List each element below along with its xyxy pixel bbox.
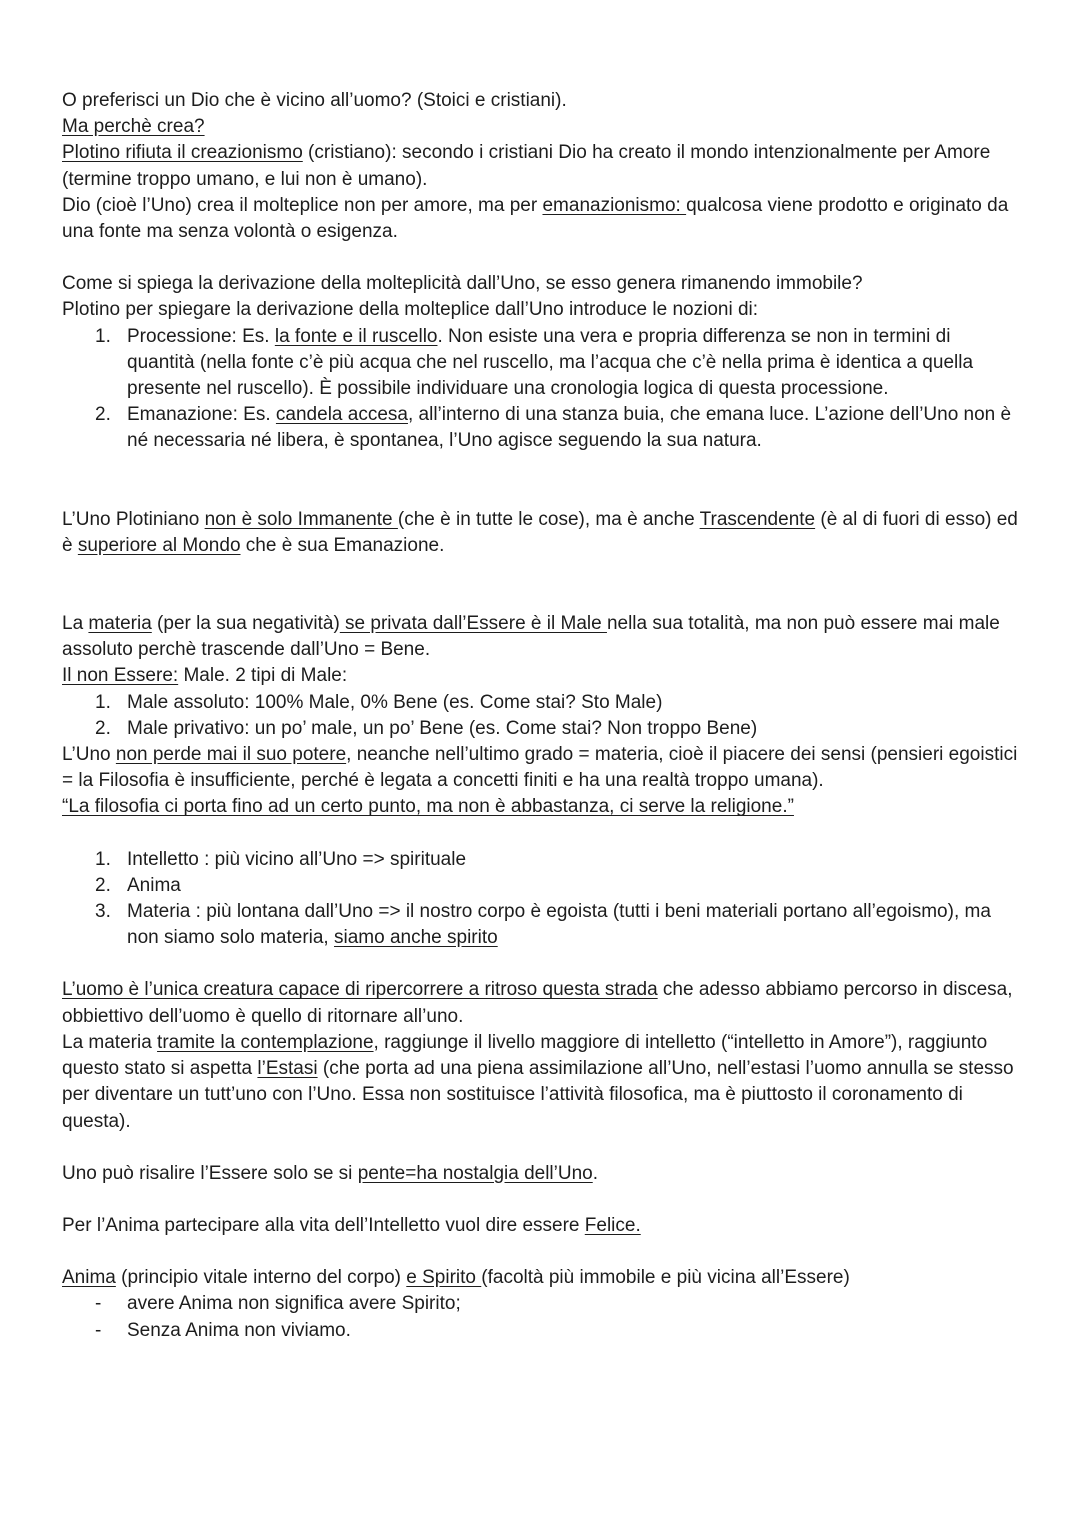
text-run: Dio (cioè l’Uno) crea il molteplice non per amore, ma per [62, 194, 543, 216]
numbered-item [62, 899, 1020, 951]
text-run: Come si spiega la derivazione della molteplicità dall’Uno, se esso genera rimanendo immobile? [62, 273, 863, 295]
bullet-item [62, 1318, 1020, 1344]
text-run: Emanazione: Es. [127, 404, 276, 426]
text-run: (che porta ad una piena assimilazione all’Uno, nell’estasi l’uomo annulla se stesso per diventare un tutt’uno con l’Uno. Essa non sostituisce l’attività filosofica, ma è piuttosto il coronamento di questa). [62, 1058, 1014, 1132]
underlined-text: l’Estasi [257, 1058, 318, 1080]
paragraph [62, 114, 1020, 140]
spacer [62, 245, 1020, 271]
text-run: Uno può risalire l’Essere solo se si [62, 1162, 358, 1184]
text-run: Processione: Es. [127, 325, 275, 347]
underlined-text: L’uomo è l’unica creatura capace di ripercorrere a ritroso questa strada [62, 979, 658, 1001]
spacer [62, 455, 1020, 507]
spacer [62, 1135, 1020, 1161]
paragraph [62, 977, 1020, 1029]
underlined-text: “La filosofia ci porta fino ad un certo punto, ma non è abbastanza, ci serve la religione.” [62, 796, 794, 818]
paragraph [62, 1030, 1020, 1135]
underlined-text: se privata dall’Essere è il Male [339, 613, 607, 635]
text-run: La [62, 613, 89, 635]
numbered-item [62, 847, 1020, 873]
text-run: Intelletto : più vicino all’Uno => spirituale [127, 848, 467, 870]
numbered-item [62, 402, 1020, 454]
underlined-text: Ma perchè crea? [62, 116, 205, 138]
text-run: qualcosa viene prodotto e originato da una fonte ma senza volontà o esigenza. [62, 194, 1009, 243]
underlined-text: Plotino rifiuta il creazionismo [62, 142, 303, 164]
underlined-text: Trascendente [699, 508, 816, 530]
text-run: (facoltà più immobile e più vicina all’Essere) [481, 1267, 850, 1289]
paragraph [62, 1161, 1020, 1187]
underlined-text: siamo anche spirito [334, 927, 498, 949]
spacer [62, 821, 1020, 847]
text-run: che è sua Emanazione. [240, 534, 445, 556]
text-run: L’Uno Plotiniano [62, 508, 205, 530]
underlined-text: e Spirito [406, 1267, 482, 1289]
underlined-text: non perde mai il suo potere [115, 744, 347, 766]
bullet-marker: - [95, 1293, 102, 1315]
text-run: Male assoluto: 100% Male, 0% Bene (es. Come stai? Sto Male) [127, 691, 663, 713]
text-run: Senza Anima non viviamo. [127, 1319, 351, 1341]
paragraph [62, 507, 1020, 559]
text-run: L’Uno [62, 744, 116, 766]
list-number: 1. [95, 691, 111, 713]
list-number: 2. [95, 404, 111, 426]
text-run: Materia : più lontana dall’Uno => il nostro corpo è egoista (tutti i beni materiali portano all’egoismo), ma non siamo solo materia, [127, 901, 991, 949]
numbered-item [62, 324, 1020, 403]
numbered-item [62, 690, 1020, 716]
list-number: 3. [95, 901, 111, 923]
underlined-text: candela accesa [275, 404, 408, 426]
text-run: nella sua totalità, ma non può essere mai male assoluto perchè trascende dall’Uno = Bene. [62, 613, 1000, 661]
paragraph [62, 88, 1020, 114]
paragraph [62, 140, 1020, 192]
underlined-text: Anima [62, 1267, 116, 1289]
text-run: che adesso abbiamo percorso in discesa, obbiettivo dell’uomo è quello di ritornare all’uno. [62, 979, 1013, 1027]
text-run: (cristiano): secondo i cristiani Dio ha creato il mondo intenzionalmente per Amore (termine troppo umano, e lui non è umano). [62, 142, 991, 190]
spacer [62, 1187, 1020, 1213]
list-number: 2. [95, 717, 111, 739]
text-run: (che è in tutte le cose), ma è anche [397, 508, 700, 530]
text-run: , all’interno di una stanza buia, che emana luce. L’azione dell’Uno non è né necessaria né libera, è spontanea, l’Uno agisce seguendo la sua natura. [127, 404, 1012, 452]
text-run: , neanche nell’ultimo grado = materia, cioè il piacere dei sensi (pensieri egoistici = la Filosofia è insufficiente, perché è legata a concetti finiti e ha una realtà troppo umana). [62, 744, 1018, 792]
underlined-text: superiore al Mondo [77, 534, 241, 556]
list-number: 2. [95, 874, 111, 896]
text-run: Plotino per spiegare la derivazione della molteplice dall’Uno introduce le nozioni di: [62, 299, 759, 321]
text-run: . Non esiste una vera e propria differenza se non in termini di quantità (nella fonte c’è più acqua che nel ruscello, ma l’acqua che c’è nella prima è identica a quella presente nel ruscello). È possibile individuare una cronologia logica di questa processione. [127, 325, 974, 400]
paragraph [62, 1265, 1020, 1291]
underlined-text: materia [88, 613, 152, 635]
spacer [62, 951, 1020, 977]
text-run: O preferisci un Dio che è vicino all’uomo? (Stoici e cristiani). [62, 90, 567, 111]
text-run: (per la sua negatività) [151, 613, 340, 635]
underlined-text: Il non Essere: [62, 665, 179, 687]
text-run: Per l’Anima partecipare alla vita dell’Intelletto vuol dire essere [62, 1214, 585, 1236]
underlined-text: pente=ha nostalgia dell’Uno [357, 1162, 593, 1184]
spacer [62, 559, 1020, 611]
numbered-item [62, 716, 1020, 742]
text-run: (principio vitale interno del corpo) [115, 1267, 407, 1289]
paragraph [62, 297, 1020, 323]
text-run: , raggiunge il livello maggiore di intelletto (“intelletto in Amore”), raggiunto questo stato si aspetta [62, 1031, 988, 1080]
paragraph [62, 794, 1020, 820]
text-run: Male. 2 tipi di Male: [178, 665, 348, 687]
text-run: (è al di fuori di esso) ed è [62, 508, 1018, 556]
paragraph [62, 1213, 1020, 1239]
paragraph [62, 742, 1020, 794]
text-run: Male privativo: un po’ male, un po’ Bene (es. Come stai? Non troppo Bene) [127, 717, 758, 739]
bullet-marker: - [95, 1319, 102, 1341]
bullet-item [62, 1291, 1020, 1317]
underlined-text: Felice. [584, 1214, 641, 1236]
list-number: 1. [95, 325, 111, 347]
paragraph [62, 271, 1020, 297]
text-run: avere Anima non significa avere Spirito; [127, 1293, 461, 1315]
text-run: La materia [62, 1031, 158, 1053]
paragraph [62, 663, 1020, 689]
underlined-text: emanazionismo: [542, 194, 687, 216]
underlined-text: tramite la contemplazione [157, 1031, 374, 1053]
paragraph [62, 193, 1020, 245]
paragraph [62, 611, 1020, 663]
underlined-text: la fonte e il ruscello [274, 325, 438, 347]
spacer [62, 1239, 1020, 1265]
list-number: 1. [95, 848, 111, 870]
text-run: Anima [127, 874, 181, 896]
text-run: . [592, 1162, 599, 1184]
numbered-item [62, 873, 1020, 899]
underlined-text: non è solo Immanente [204, 508, 398, 530]
